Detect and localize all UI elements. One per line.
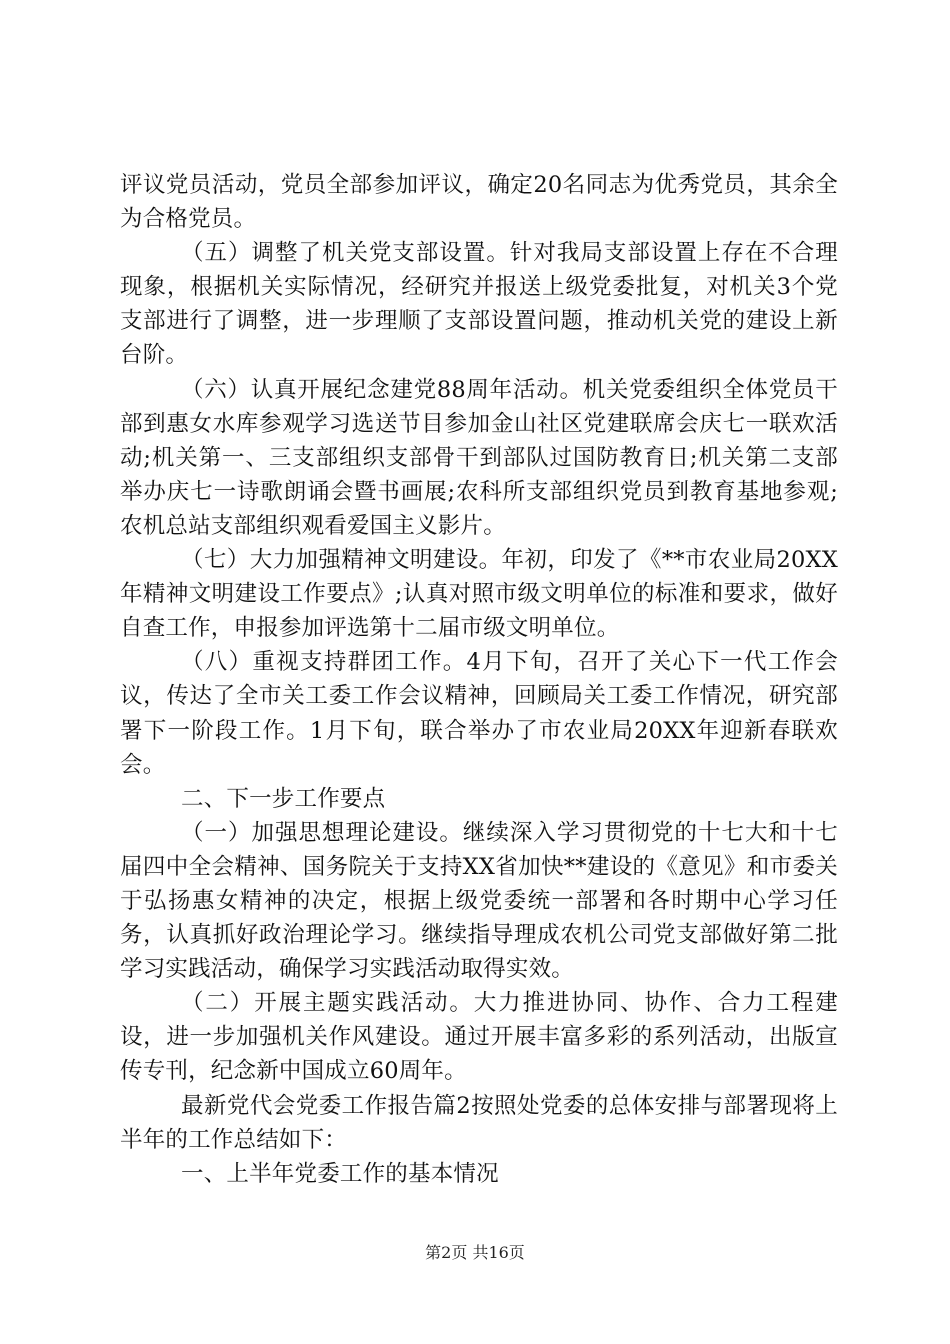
document-body (120, 168, 838, 1191)
paragraph-2: （五）调整了机关党支部设置。针对我局支部设置上存在不合理现象，根据机关实际情况，经研究并报送上级党委批复，对机关3个党支部进行了调整，进一步理顺了支部设置问题，推动机关党的建设上新台阶。 (120, 240, 838, 369)
paragraph-9: 最新党代会党委工作报告篇2按照处党委的总体安排与部署现将上半年的工作总结如下： (120, 1092, 838, 1153)
paragraph-4: （七）大力加强精神文明建设。年初，印发了《**市农业局20XX年精神文明建设工作要点》;认真对照市级文明单位的标准和要求，做好自查工作，申报参加评选第十二届市级文明单位。 (120, 547, 838, 642)
section-heading-first-half: 一、上半年党委工作的基本情况 (181, 1160, 499, 1187)
paragraph-3: （六）认真开展纪念建党88周年活动。机关党委组织全体党员干部到惠女水库参观学习选送节目参加金山社区党建联席会庆七一联欢活动;机关第一、三支部组织支部骨干到部队过国防教育日;机关第二支部举办庆七一诗歌朗诵会暨书画展;农科所支部组织党员到教育基地参观;农机总站支部组织观看爱国主义影片。 (120, 376, 838, 539)
section-heading-next-steps: 二、下一步工作要点 (181, 785, 386, 812)
paragraph-1: 评议党员活动，党员全部参加评议，确定20名同志为优秀党员，其余全为合格党员。 (120, 172, 838, 233)
paragraph-5: （八）重视支持群团工作。4月下旬，召开了关心下一代工作会议，传达了全市关工委工作会议精神，回顾局关工委工作情况，研究部署下一阶段工作。1月下旬，联合举办了市农业局20XX年迎新春联欢会。 (120, 649, 838, 778)
page-footer: 第2页 共16页 (425, 1243, 525, 1262)
paragraph-7: （一）加强思想理论建设。继续深入学习贯彻党的十七大和十七届四中全会精神、国务院关于支持XX省加快**建设的《意见》和市委关于弘扬惠女精神的决定，根据上级党委统一部署和各时期中心学习任务，认真抓好政治理论学习。继续指导理成农机公司党支部做好第二批学习实践活动，确保学习实践活动取得实效。 (120, 819, 838, 983)
paragraph-8: （二）开展主题实践活动。大力推进协同、协作、合力工程建设，进一步加强机关作风建设。通过开展丰富多彩的系列活动，出版宣传专刊，纪念新中国成立60周年。 (120, 990, 838, 1085)
